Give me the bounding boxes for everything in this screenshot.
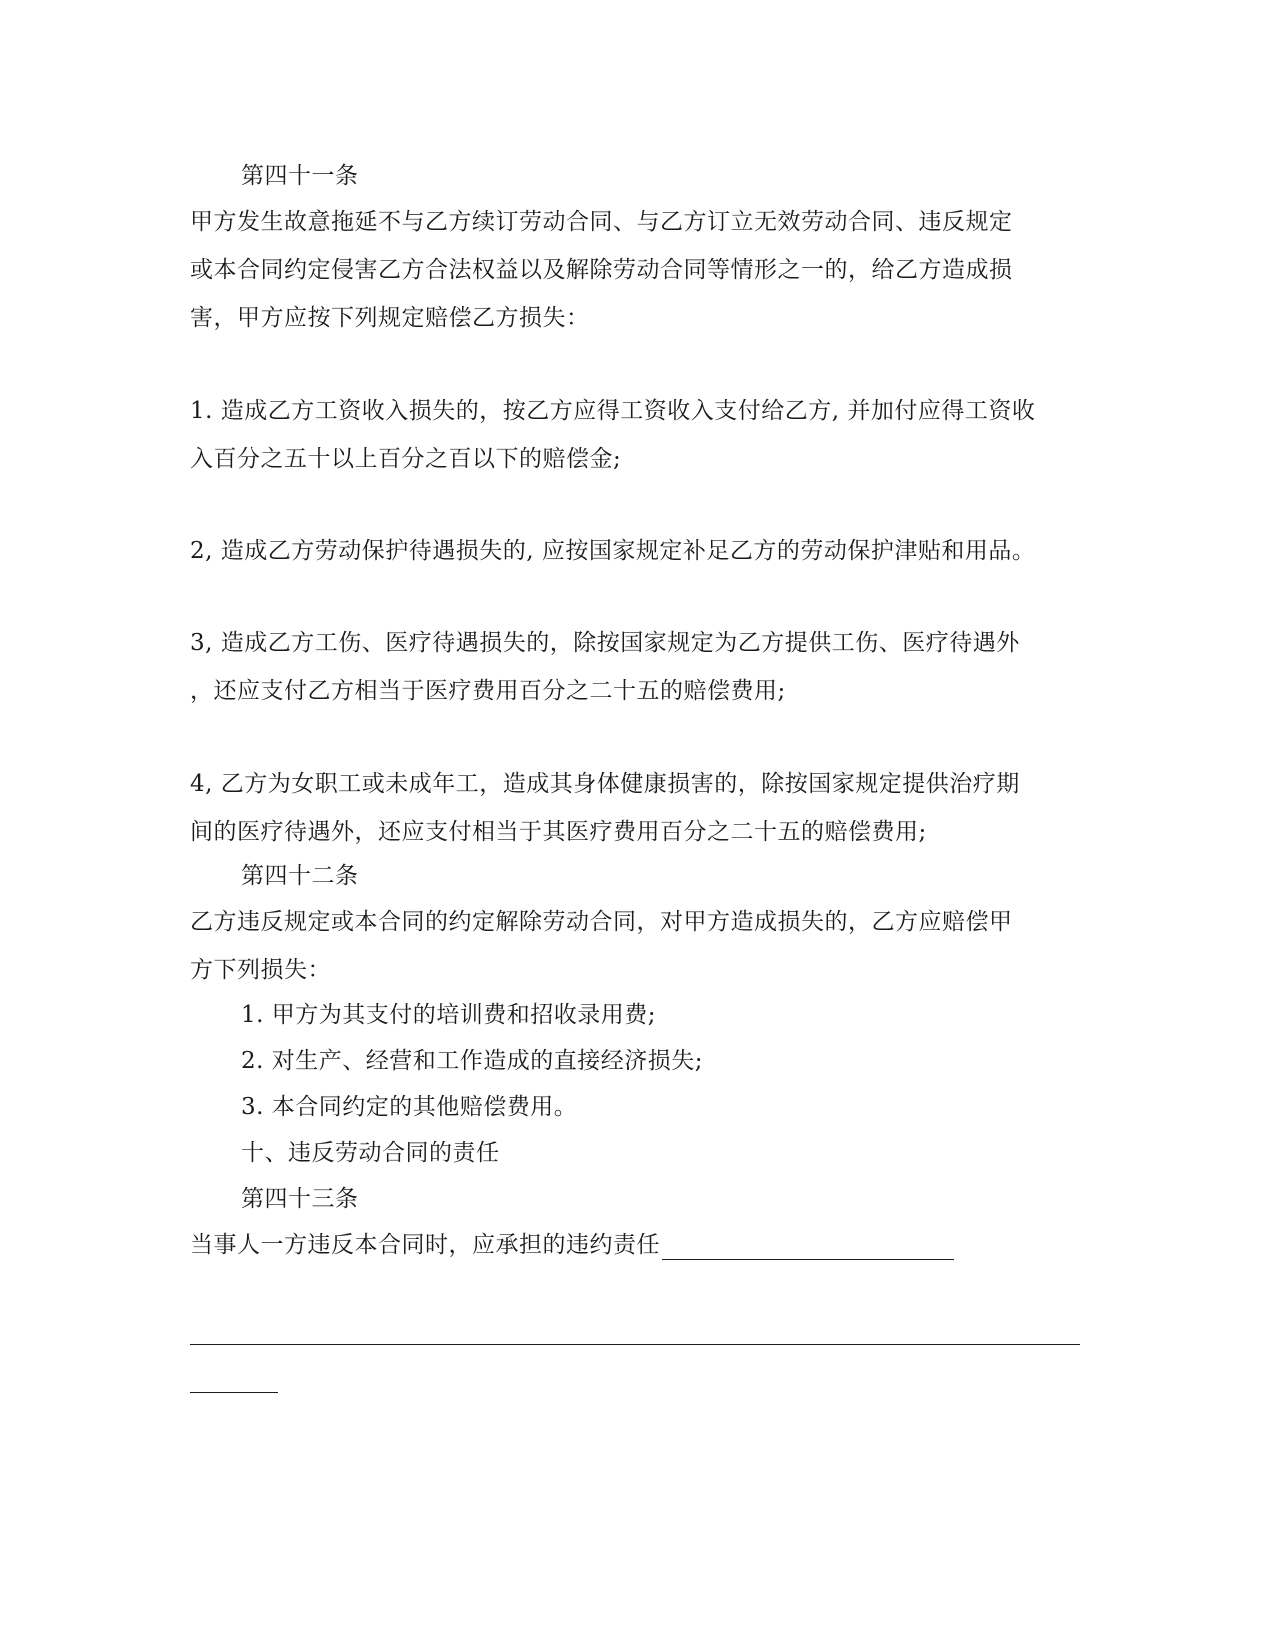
- fill-in-blank-end: [190, 1392, 278, 1393]
- section-10-heading: 十、违反劳动合同的责任: [241, 1140, 500, 1166]
- article-42-intro-line-2: 方下列损失：: [190, 957, 331, 983]
- article-41-intro-line-2: 或本合同约定侵害乙方合法权益以及解除劳动合同等情形之一的，给乙方造成损: [190, 257, 1013, 283]
- article-41-item-3-line-2: ，还应支付乙方相当于医疗费用百分之二十五的赔偿费用;: [190, 678, 786, 704]
- article-41-item-1-line-2: 入百分之五十以上百分之百以下的赔偿金;: [190, 446, 622, 472]
- article-43-text-line: [190, 1230, 954, 1260]
- article-42-heading: 第四十二条: [241, 863, 359, 889]
- article-42-item-3: 3. 本合同约定的其他赔偿费用。: [241, 1094, 578, 1120]
- article-41-item-2-line-1: 2, 造成乙方劳动保护待遇损失的, 应按国家规定补足乙方的劳动保护津贴和用品。: [190, 538, 1036, 564]
- article-42-intro-line-1: 乙方违反规定或本合同的约定解除劳动合同，对甲方造成损失的，乙方应赔偿甲: [190, 909, 1013, 935]
- fill-in-blank: [662, 1237, 954, 1260]
- article-41-intro-line-3: 害，甲方应按下列规定赔偿乙方损失：: [190, 305, 590, 331]
- article-43-heading: 第四十三条: [241, 1186, 359, 1212]
- article-41-intro-line-1: 甲方发生故意拖延不与乙方续订劳动合同、与乙方订立无效劳动合同、违反规定: [190, 209, 1013, 235]
- article-41-item-4-line-1: 4, 乙方为女职工或未成年工，造成其身体健康损害的，除按国家规定提供治疗期: [190, 771, 1020, 797]
- article-41-heading: 第四十一条: [241, 163, 359, 189]
- article-41-item-3-line-1: 3, 造成乙方工伤、医疗待遇损失的，除按国家规定为乙方提供工伤、医疗待遇外: [190, 630, 1020, 656]
- article-41-item-1-line-1: 1. 造成乙方工资收入损失的，按乙方应得工资收入支付给乙方, 并加付应得工资收: [190, 398, 1036, 424]
- article-41-item-4-line-2: 间的医疗待遇外，还应支付相当于其医疗费用百分之二十五的赔偿费用;: [190, 819, 927, 845]
- article-42-item-2: 2. 对生产、经营和工作造成的直接经济损失;: [241, 1048, 704, 1074]
- article-43-text: 当事人一方违反本合同时，应承担的违约责任: [190, 1232, 660, 1258]
- fill-in-blank-long: [190, 1344, 1080, 1345]
- article-42-item-1: 1. 甲方为其支付的培训费和招收录用费;: [241, 1002, 657, 1028]
